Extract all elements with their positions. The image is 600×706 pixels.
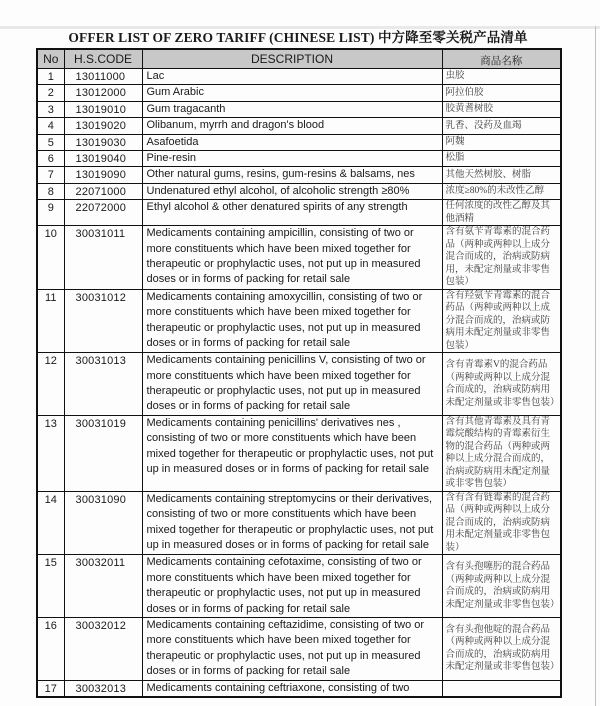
cell-no: 9 [37, 200, 64, 226]
cell-no: 6 [37, 151, 64, 167]
cell-description: Gum Arabic [142, 85, 442, 101]
cell-cn-name: 含有青霉素V的混合药品（两种或两种以上成分混合而成的，治病或防病用未配定剂量或非零售包装） [442, 353, 561, 416]
cell-hscode: 30031090 [64, 491, 142, 555]
cell-hscode: 30031013 [64, 353, 142, 416]
cell-description: Medicaments containing cefotaxime, consisting of two or more constituents which have been mixed together for therapeutic or prophylactic uses, not put up in measured doses or in forms of packing for retail sale [142, 555, 442, 618]
cell-description: Medicaments containing amoxycillin, consisting of two or more constituents which have been mixed together for therapeutic or prophylactic uses, not put up in measured doses or in forms of packing for retail sale [142, 289, 442, 353]
header-cn-name: 商品名称 [442, 49, 561, 69]
header-row [37, 49, 561, 69]
header-no: No [37, 49, 64, 69]
table-row [37, 118, 561, 134]
header-hscode: H.S.CODE [64, 49, 142, 69]
cell-no: 7 [37, 167, 64, 183]
cell-description: Pine-resin [142, 151, 442, 167]
page-title: OFFER LIST OF ZERO TARIFF (CHINESE LIST) 中方降至零关税产品清单 [68, 30, 528, 45]
cell-description: Other natural gums, resins, gum-resins & balsams, nes [142, 167, 442, 183]
table-row [37, 226, 561, 290]
cell-hscode: 13019020 [64, 118, 142, 134]
cell-no: 10 [37, 226, 64, 290]
cell-no: 3 [37, 101, 64, 117]
table-row [37, 289, 561, 353]
table-body [37, 69, 561, 698]
table-row [37, 680, 561, 697]
cell-cn-name: 含有氨苄青霉素的混合药品（两种或两种以上成分混合而成的，治病或防病用，未配定剂量或非零售包装） [442, 226, 561, 290]
cell-cn-name: 胶黄耆树胶 [442, 101, 561, 117]
table-row [37, 415, 561, 491]
cell-cn-name [442, 680, 561, 697]
cell-no: 15 [37, 555, 64, 618]
cell-description: Medicaments containing streptomycins or their derivatives, consisting of two or more constituents which have been mixed together for therapeutic or prophylactic uses, not put up in measured doses or in forms of packing for retail sale [142, 491, 442, 555]
cell-description: Medicaments containing ampicillin, consisting of two or more constituents which have been mixed together for therapeutic or prophylactic uses, not put up in measured doses or in forms of packing for retail sale [142, 226, 442, 290]
offer-list-table [36, 48, 562, 698]
cell-cn-name: 任何浓度的改性乙醇及其他酒精 [442, 200, 561, 226]
cell-cn-name: 阿拉伯胶 [442, 85, 561, 101]
table-row [37, 183, 561, 199]
cell-hscode: 30032011 [64, 555, 142, 618]
cell-description: Medicaments containing penicillins' derivatives nes , consisting of two or more constituents which have been mixed together for therapeutic or prophylactic uses, not put up in measured doses or in forms of packing for retail sale [142, 415, 442, 491]
page-edge-line [595, 26, 596, 706]
cell-no: 16 [37, 618, 64, 681]
table-row [37, 101, 561, 117]
table-row [37, 167, 561, 183]
cell-no: 12 [37, 353, 64, 416]
cell-no: 11 [37, 289, 64, 353]
header-description: DESCRIPTION [142, 49, 442, 69]
table-row [37, 555, 561, 618]
cell-cn-name: 松脂 [442, 151, 561, 167]
cell-cn-name: 含有羟氨苄青霉素的混合药品（两种或两种以上成分混合而成的，治病或防病用未配定剂量或非零售包装） [442, 289, 561, 353]
cell-description: Medicaments containing penicillins V, consisting of two or more constituents which have been mixed together for therapeutic or prophylactic uses, not put up in measured doses or in forms of packing for retail sale [142, 353, 442, 416]
cell-description: Olibanum, myrrh and dragon's blood [142, 118, 442, 134]
cell-hscode: 13019010 [64, 101, 142, 117]
cell-description: Lac [142, 69, 442, 85]
cell-description: Ethyl alcohol & other denatured spirits of any strength [142, 200, 442, 226]
table-row [37, 134, 561, 150]
cell-description: Medicaments containing ceftriaxone, consisting of two [142, 680, 442, 697]
cell-no: 17 [37, 680, 64, 697]
cell-cn-name: 浓度≥80%的未改性乙醇 [442, 183, 561, 199]
cell-hscode: 30032012 [64, 618, 142, 681]
cell-cn-name: 含有头孢他啶的混合药品（两种或两种以上成分混合而成的，治病或防病用未配定剂量或非零售包装） [442, 618, 561, 681]
table-row [37, 353, 561, 416]
cell-hscode: 13019040 [64, 151, 142, 167]
cell-no: 5 [37, 134, 64, 150]
cell-hscode: 30031012 [64, 289, 142, 353]
cell-cn-name: 虫胶 [442, 69, 561, 85]
cell-hscode: 30031019 [64, 415, 142, 491]
cell-hscode: 13011000 [64, 69, 142, 85]
cell-no: 1 [37, 69, 64, 85]
scan-top-shade [0, 26, 600, 29]
cell-hscode: 13012000 [64, 85, 142, 101]
cell-no: 13 [37, 415, 64, 491]
cell-cn-name: 含有含有链霉素的混合药品（两种或两种以上成分混合而成的，治病或防病用未配定剂量或非零售包装） [442, 491, 561, 555]
cell-cn-name: 阿魏 [442, 134, 561, 150]
cell-description: Undenatured ethyl alcohol, of alcoholic strength ≥80% [142, 183, 442, 199]
cell-cn-name: 含有头孢噻肟的混合药品（两种或两种以上成分混合而成的，治病或防病用未配定剂量或非零售包装） [442, 555, 561, 618]
table-row [37, 491, 561, 555]
cell-hscode: 22071000 [64, 183, 142, 199]
cell-hscode: 30031011 [64, 226, 142, 290]
cell-description: Gum tragacanth [142, 101, 442, 117]
cell-hscode: 30032013 [64, 680, 142, 697]
cell-cn-name: 其他天然树胶、树脂 [442, 167, 561, 183]
cell-description: Medicaments containing ceftazidime, consisting of two or more constituents which have been mixed together for therapeutic or prophylactic uses, not put up in measured doses or in forms of packing for retail sale [142, 618, 442, 681]
cell-no: 2 [37, 85, 64, 101]
cell-no: 14 [37, 491, 64, 555]
table-row [37, 200, 561, 226]
cell-no: 8 [37, 183, 64, 199]
table-row [37, 151, 561, 167]
cell-hscode: 13019090 [64, 167, 142, 183]
cell-hscode: 13019030 [64, 134, 142, 150]
cell-cn-name: 含有其他青霉素及具有青霉烷酸结构的青霉素衍生物的混合药品（两种或两种以上成分混合而成的，治病或防病用未配定剂量或非零售包装） [442, 415, 561, 491]
table-row [37, 618, 561, 681]
cell-cn-name: 乳香、没药及血竭 [442, 118, 561, 134]
table-row [37, 69, 561, 85]
cell-hscode: 22072000 [64, 200, 142, 226]
cell-no: 4 [37, 118, 64, 134]
cell-description: Asafoetida [142, 134, 442, 150]
table-row [37, 85, 561, 101]
